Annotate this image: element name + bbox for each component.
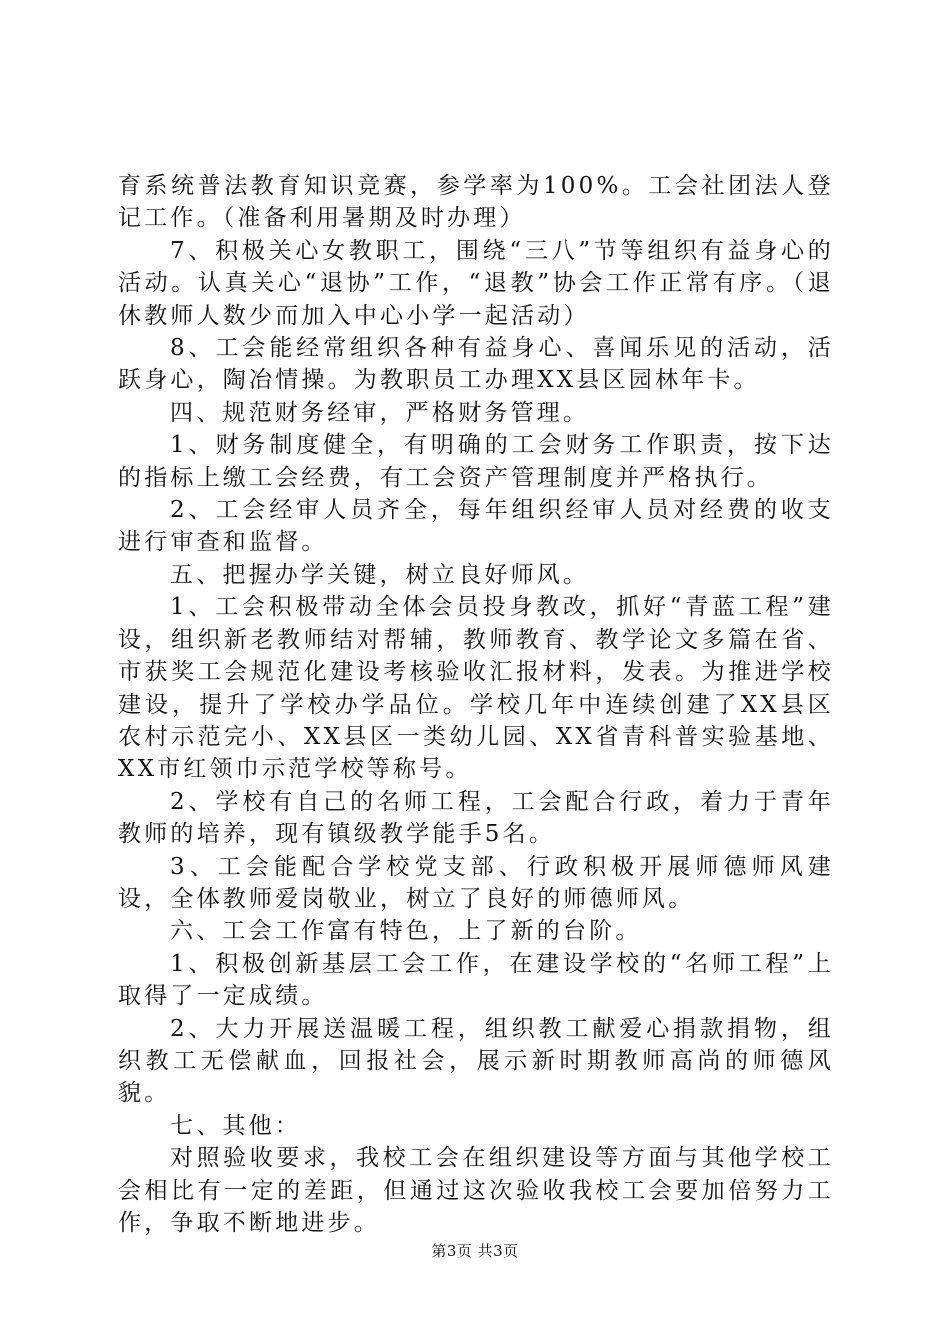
paragraph: 2、大力开展送温暖工程，组织教工献爱心捐款捐物，组织教工无偿献血，回报社会，展示新时期教师高尚的师德风貌。 (118, 1015, 834, 1107)
section-heading: 五、把握办学关键，树立良好师风。 (170, 561, 590, 588)
section-heading: 四、规范财务经审，严格财务管理。 (170, 399, 590, 426)
paragraph: 1、工会积极带动全体会员投身教改，抓好“青蓝工程”建设，组织新老教师结对帮辅，教师教育、教学论文多篇在省、市获奖工会规范化建设考核验收汇报材料，发表。为推进学校建设，提升了学校办学品位。学校几年中连续创建了XX县区农村示范完小、XX县区一类幼儿园、XX省青科普实验基地、XX市红领巾示范学校等称号。 (118, 594, 834, 783)
section-heading: 七、其他： (170, 1112, 301, 1139)
page-footer: 第3页 共3页 (431, 1242, 519, 1260)
paragraph: 7、积极关心女教职工，围绕“三八”节等组织有益身心的活动。认真关心“退协”工作，“退教”协会工作正常有序。（退休教师人数少而加入中心小学一起活动） (118, 237, 834, 329)
paragraph: 对照验收要求，我校工会在组织建设等方面与其他学校工会相比有一定的差距，但通过这次验收我校工会要加倍努力工作，争取不断地进步。 (118, 1145, 834, 1236)
paragraph: 3、工会能配合学校党支部、行政积极开展师德师风建设，全体教师爱岗敬业，树立了良好的师德师风。 (118, 853, 834, 912)
paragraph: 8、工会能经常组织各种有益身心、喜闻乐见的活动，活跃身心，陶冶情操。为教职员工办理XX县区园林年卡。 (118, 335, 834, 394)
paragraph: 2、学校有自己的名师工程，工会配合行政，着力于青年教师的培养，现有镇级教学能手5名。 (118, 788, 834, 848)
paragraph: 2、工会经审人员齐全，每年组织经审人员对经费的收支进行审查和监督。 (118, 497, 834, 556)
section-heading: 六、工会工作富有特色，上了新的台阶。 (170, 918, 642, 945)
paragraph: 1、财务制度健全，有明确的工会财务工作职责，按下达的指标上缴工会经费，有工会资产管理制度并严格执行。 (118, 432, 834, 491)
document-body (118, 170, 834, 1239)
paragraph: 育系统普法教育知识竞赛，参学率为100%。工会社团法人登记工作。（准备利用暑期及时办理） (118, 173, 834, 232)
paragraph: 1、积极创新基层工会工作，在建设学校的“名师工程”上取得了一定成绩。 (118, 950, 834, 1010)
